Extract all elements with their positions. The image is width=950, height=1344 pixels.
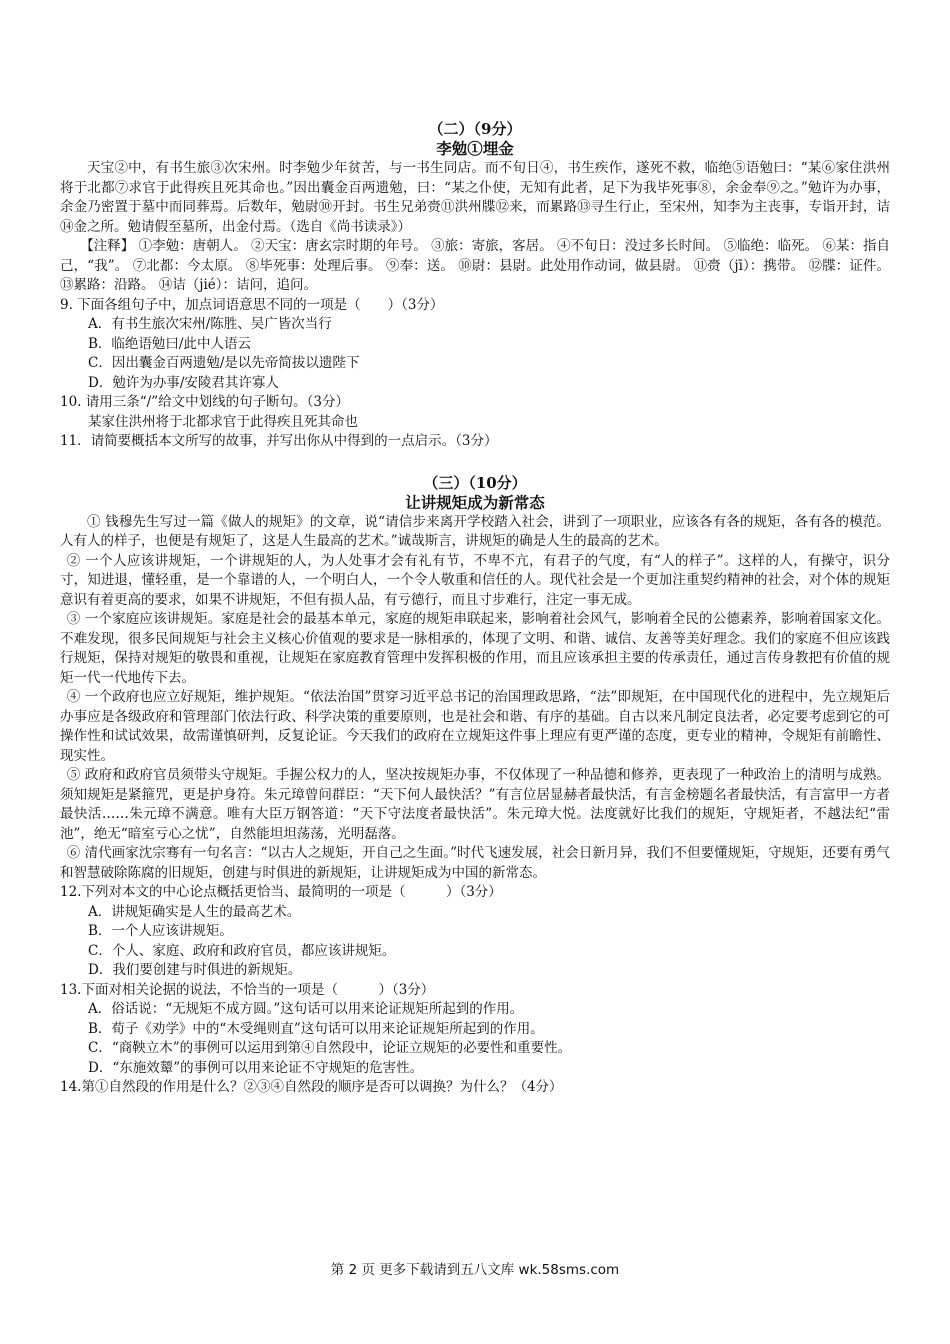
question-11: 11．请简要概括本文所写的故事，并写出你从中得到的一点启示。（3分） bbox=[60, 433, 498, 449]
section-3-title: 让讲规矩成为新常态 bbox=[405, 492, 545, 512]
question-13: 13.下面对相关论据的说法，不恰当的一项是（ ）（3分） bbox=[60, 981, 435, 998]
question-9-option-b: B．临绝语勉曰/此中人语云 bbox=[88, 335, 251, 352]
question-12-option-c: C．个人、家庭、政府和政府官员，都应该讲规矩。 bbox=[88, 942, 396, 959]
section-2-passage: 天宝②中，有书生旅③次宋州。时李勉少年贫苦，与一书生同店。而不旬日④，书生疾作，遂死不救，临绝⑤语勉曰：“某⑥家住洪州将于北都⑦求官于此得疾且死其命也。”因出囊金百两遗勉，曰：“某之仆使，无知有此者，足下为我毕死事⑧，余金奉⑨之。”勉许为办事，余金乃密置于墓中而同葬焉。后数年，勉尉⑩开封。书生兄弟赍⑪洪州牒⑫来，而累路⑬寻生行止，至宋州，知李为主丧事，专诣开封，诘⑭金之所。勉请假至墓所，出金付焉。（选自《尚书读录》） bbox=[60, 160, 890, 235]
question-13-option-d: D．“东施效颦”的事例可以用来论证不守规矩的危害性。 bbox=[88, 1059, 424, 1076]
question-9-option-d: D．勉许为办事/安陵君其许寡人 bbox=[88, 374, 279, 391]
section-3-paragraph-2: ② 一个人应该讲规矩，一个讲规矩的人，为人处事才会有礼有节，不卑不亢，有君子的气度，有“人的样子”。这样的人，有操守，识分寸，知进退，懂轻重，是一个靠谱的人，一个明白人，一个令人敬重和信任的人。现代社会是一个更加注重契约精神的社会，对个体的规矩意识有着更高的要求，如果不讲规矩，不但有损人品，有亏德行，而且寸步难行，注定一事无成。 bbox=[60, 552, 890, 608]
question-9: 9. 下面各组句子中，加点词语意思不同的一项是（ ）（3分） bbox=[60, 296, 444, 313]
question-13-option-c: C．“商鞅立木”的事例可以运用到第④自然段中，论证立规矩的必要性和重要性。 bbox=[88, 1040, 572, 1056]
section-spacer bbox=[60, 452, 890, 474]
section-3-paragraph-3: ③ 一个家庭应该讲规矩。家庭是社会的最基本单元，家庭的规矩串联起来，影响着社会风气，影响着全民的公德素养，影响着国家文化。不难发现，很多民间规矩与社会主义核心价值观的要求是一脉相承的，体现了文明、和谐、诚信、友善等美好理念。我们的家庭不但应该践行规矩，保持对规矩的敬畏和重视，让规矩在家庭教育管理中发挥积极的作用，而且应该承担主要的传承责任，通过言传身教把有价值的规矩一代一代地传下去。 bbox=[60, 611, 890, 686]
section-3-paragraph-1: ① 钱穆先生写过一篇《做人的规矩》的文章，说“请信步来离开学校踏入社会，讲到了一项职业，应该各有各的规矩，各有各的模范。人有人的样子，也便是有规矩了，这是人生最高的艺术。”诚哉斯言，讲规矩的确是人生的最高的艺术。 bbox=[60, 513, 890, 549]
section-3-heading: （三）（10分） bbox=[423, 473, 527, 492]
section-2-notes: 【注释】 ①李勉：唐朝人。 ②天宝：唐玄宗时期的年号。 ③旅：寄旅，客居。 ④不旬日：没过多长时间。 ⑤临绝：临死。 ⑥某：指自己，“我”。 ⑦北都：今太原。 ⑧毕死事：处理后事。 ⑨奉：送。 ⑩尉：县尉。此处用作动词，做县尉。 ⑪赍（jī）：携带。 ⑫牒：证件。 ⑬累路：沿路。 ⑭诘（jié）：诘问，追问。 bbox=[60, 238, 890, 293]
question-10: 10. 请用三条“/”给文中划线的句子断句。（3分） bbox=[60, 394, 349, 410]
question-12-option-a: A．讲规矩确实是人生的最高艺术。 bbox=[88, 903, 301, 920]
question-12-option-b: B．一个人应该讲规矩。 bbox=[88, 923, 233, 939]
section-3-paragraph-4: ④ 一个政府也应立好规矩，维护规矩。“依法治国”贯穿习近平总书记的治国理政思路，“法”即规矩，在中国现代化的进程中，先立规矩后办事应是各级政府和管理部门依法行政、科学决策的重要原则，也是社会和谐、有序的基础。自古以来凡制定良法者，必定要考虑到它的可操作性和试试效果，故需谨慎研判，反复论证。今天我们的政府在立规矩这件事上理应有更严谨的态度，更专业的精神，令规矩有前瞻性、现实性。 bbox=[60, 689, 890, 764]
question-12: 12.下列对本文的中心论点概括更恰当、最简明的一项是（ ）（3分） bbox=[60, 884, 502, 900]
question-12-option-d: D．我们要创建与时俱进的新规矩。 bbox=[88, 962, 302, 978]
page-footer: 第 2 页 更多下载请到五八文库 wk.58sms.com bbox=[330, 1262, 620, 1278]
document-body bbox=[60, 120, 890, 1098]
section-2-heading: （二）（9分） bbox=[428, 120, 522, 138]
question-14: 14.第①自然段的作用是什么？②③④自然段的顺序是否可以调换？为什么？（4分） bbox=[60, 1079, 563, 1095]
section-2-title: 李勉①埋金 bbox=[436, 139, 514, 158]
question-13-option-a: A．俗话说：“无规矩不成方圆。”这句话可以用来论证规矩所起到的作用。 bbox=[88, 1001, 524, 1017]
question-9-option-a: A．有书生旅次宋州/陈胜、吴广皆次当行 bbox=[88, 316, 332, 332]
question-10-sentence: 某家住洪州将于北都求官于此得疾且死其命也 bbox=[88, 413, 358, 430]
section-3-paragraph-6: ⑥ 清代画家沈宗骞有一句名言：“以古人之规矩，开自己之生面。”时代飞速发展，社会日新月异，我们不但要懂规矩，守规矩，还要有勇气和智慧破除陈腐的旧规矩，创建与时俱进的新规矩，让讲规矩成为中国的新常态。 bbox=[60, 845, 890, 881]
question-9-option-c: C．因出囊金百两遗勉/是以先帝简拔以遗陛下 bbox=[88, 355, 360, 371]
section-3-paragraph-5: ⑤ 政府和政府官员须带头守规矩。手握公权力的人，坚决按规矩办事，不仅体现了一种品德和修养，更表现了一种政治上的清明与成熟。须知规矩是紧箍咒，更是护身符。朱元璋曾问群臣：“天下何人最快活？”有言位居显赫者最快活，有言金榜题名者最快活，有言富甲一方者最快活……朱元璋不满意。唯有大臣万钢答道：“天下守法度者最快活”。朱元璋大悦。法度就好比我们的规矩，守规矩者，不越法纪“雷池”，绝无“暗室亏心之忧”，自然能坦坦荡荡，光明磊落。 bbox=[60, 767, 890, 842]
question-13-option-b: B．荀子《劝学》中的“木受绳则直”这句话可以用来论证规矩所起到的作用。 bbox=[88, 1020, 544, 1037]
